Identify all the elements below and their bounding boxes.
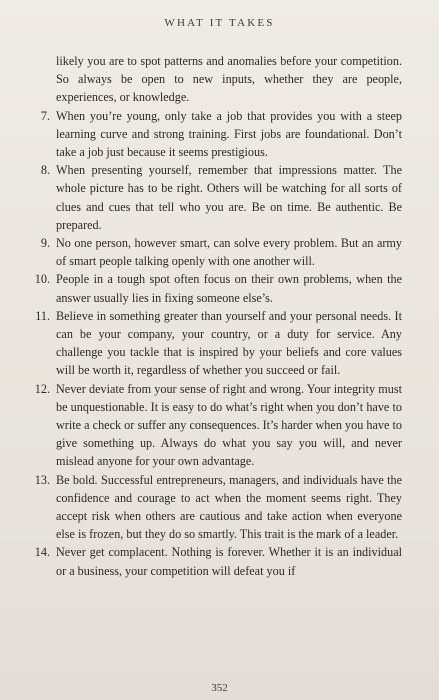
list-item [20, 234, 402, 270]
list-item [20, 161, 402, 234]
item-text: Believe in something greater than yourself and your personal needs. It can be your company, your country, or a duty for service. Any challenge you tackle that is inspired by your beliefs and core values will be worth it, regardless of whether you succeed or fail. [56, 308, 402, 378]
list-item [20, 543, 402, 579]
item-text: No one person, however smart, can solve every problem. But an army of smart people talking openly with one another will. [56, 236, 402, 269]
item-number: 11. [35, 308, 50, 323]
item-number: 10. [34, 272, 50, 287]
item-text: When presenting yourself, remember that impressions matter. The whole picture has to be right. Others will be watching for all sorts of clues and cues that tell who you are. Be on time. Be authentic. Be prepared. [56, 163, 402, 232]
list-item [20, 270, 402, 306]
list-item [20, 307, 402, 380]
continued-paragraph: likely you are to spot patterns and anomalies before your competition. So always be open to new inputs, whether they are people, experiences, or knowledge. [56, 54, 402, 105]
list-item [20, 107, 402, 162]
body-text [20, 52, 402, 580]
running-head: WHAT IT TAKES [164, 17, 275, 29]
item-number: 7. [40, 108, 50, 123]
item-number: 13. [34, 472, 50, 487]
page-number: 352 [211, 682, 228, 694]
item-text: People in a tough spot often focus on their own problems, when the answer usually lies in fixing someone else’s. [56, 272, 402, 305]
item-number: 14. [34, 545, 50, 560]
item-text: Never get complacent. Nothing is forever. Whether it is an individual or a business, your competition will defeat you if [56, 545, 402, 578]
item-number: 8. [40, 163, 50, 178]
item-number: 9. [40, 236, 50, 251]
item-text: When you’re young, only take a job that provides you with a steep learning curve and strong training. First jobs are foundational. Don’t take a job just because it seems prestigious. [56, 108, 402, 160]
item-text: Be bold. Successful entrepreneurs, managers, and individuals have the confidence and courage to act when the moment seems right. They accept risk when others are cautious and take action when everyone else is frozen, but they do so smartly. This trait is the mark of a leader. [56, 472, 402, 542]
item-text: Never deviate from your sense of right and wrong. Your integrity must be unquestionable. It is easy to do what’s right when you don’t have to write a check or suffer any consequences. It’s harder when you have to give something up. Always do what you say you will, and never mislead anyone for your own advantage. [56, 381, 402, 469]
list-item [20, 380, 402, 471]
item-number: 12. [34, 381, 50, 396]
list-item [20, 471, 402, 544]
